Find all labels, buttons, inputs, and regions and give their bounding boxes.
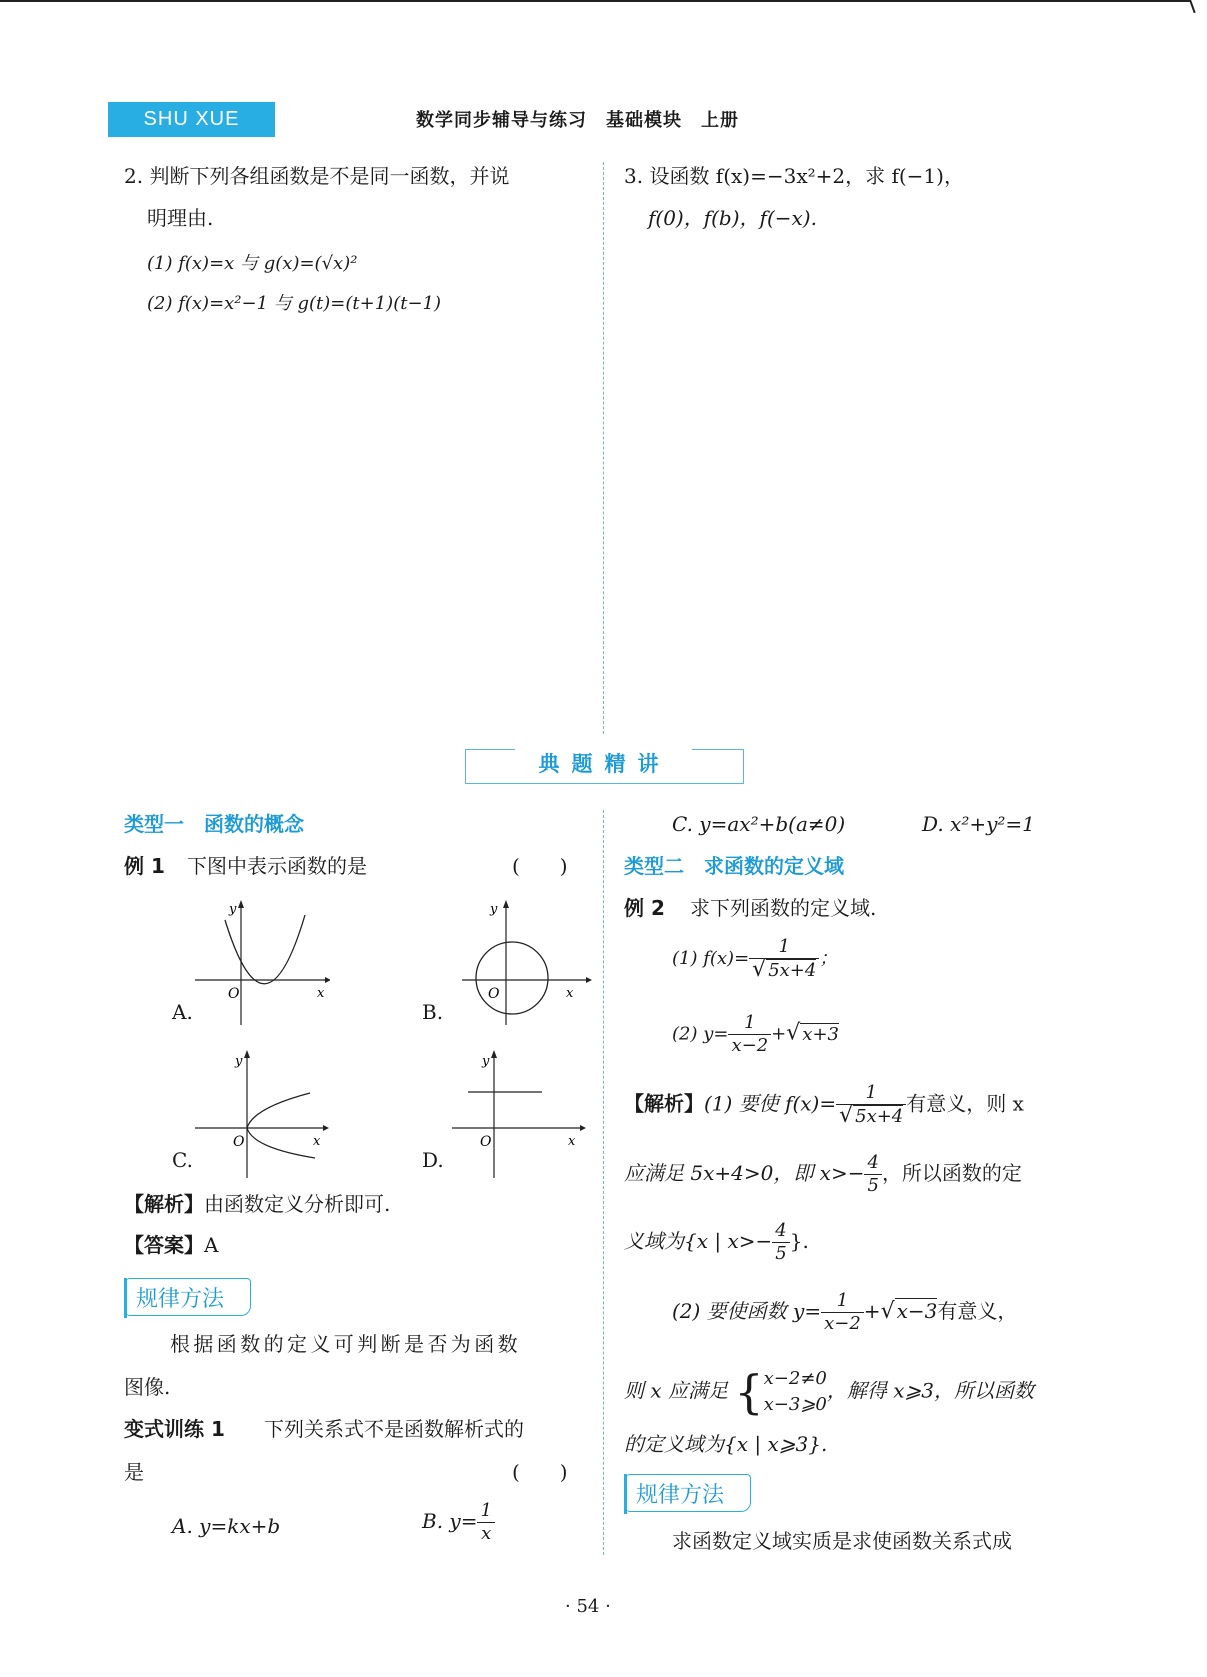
variant1-option-d: D. x²+y²=1 — [922, 812, 1035, 836]
q2-part1: (1) f(x)=x 与 g(x)=(√x)² — [147, 253, 358, 274]
variant1-text: 下列关系式不是函数解析式的 — [264, 1417, 524, 1441]
example2-f2: (2) y= $\frac{1}{x-2}$ +√ x+3 — [672, 1012, 839, 1056]
system-eq2: x−3⩾0 — [763, 1394, 827, 1415]
graph-a-x: x — [317, 986, 325, 1001]
graph-b-label: B. — [422, 1000, 444, 1024]
method-label-right: 规律方法 — [636, 1483, 725, 1508]
example1-text: 下图中表示函数的是 — [187, 854, 367, 878]
f1-prefix: (1) f(x)= — [672, 948, 750, 969]
graph-b-x: x — [566, 986, 574, 1001]
example2-f1: (1) f(x)= $\frac{1}{√ 5x+4}$ ； — [672, 936, 838, 982]
book-title: 数学同步辅导与练习 基础模块 上册 — [416, 110, 739, 131]
subject-badge: SHU XUE — [108, 102, 275, 137]
graph-c — [195, 1048, 330, 1178]
f2-num: 1 — [744, 1012, 756, 1033]
f1-num: 1 — [778, 936, 790, 957]
ana3-b: }. — [789, 1229, 809, 1253]
q2-line1: 2. 判断下列各组函数是不是同一函数，并说 — [124, 164, 510, 188]
ana3-a: 义域为{x | x>− — [624, 1229, 773, 1253]
q2-line2: 明理由. — [147, 206, 214, 230]
f2-prefix: (2) y= — [672, 1023, 729, 1045]
method2-line1: 求函数定义域实质是求使函数关系式成 — [672, 1529, 1012, 1553]
analysis2-line6: 的定义域为{x | x⩾3}. — [624, 1432, 828, 1456]
page-number: · 54 · — [565, 1596, 611, 1617]
graph-d-o: O — [480, 1134, 492, 1150]
graph-b-o: O — [488, 986, 500, 1002]
ana2-num: 4 — [867, 1152, 879, 1173]
example2-text: 求下列函数的定义域. — [690, 896, 877, 920]
analysis2-line4: (2) 要使函数 y= $\frac{1}{x-2}$ +√ x−3有意义， — [672, 1290, 1018, 1334]
answer1-tag: 【答案】 — [124, 1233, 204, 1257]
f2-plus: + — [771, 1023, 787, 1045]
f1-suffix: ； — [819, 948, 838, 969]
type2-heading: 类型二 求函数的定义域 — [624, 854, 844, 878]
graph-d — [452, 1048, 587, 1178]
analysis2-line1: 【解析】(1) 要使 f(x)= $\frac{1}{√ 5x+4}$ 有意义，则 x — [624, 1082, 1024, 1128]
analysis1 — [124, 1190, 390, 1218]
q3-line2: f(0)，f(b)，f(−x). — [648, 206, 817, 230]
analysis1-tag: 【解析】 — [124, 1192, 204, 1216]
system-eq1: x−2≠0 — [763, 1368, 827, 1389]
option-b-den: x — [477, 1522, 494, 1545]
column-divider-top — [603, 162, 604, 734]
ana2-den: 5 — [864, 1174, 881, 1197]
ana4-a: (2) 要使函数 y= — [672, 1299, 822, 1323]
column-divider-bottom — [603, 810, 604, 1555]
variant1-option-b — [422, 1500, 495, 1545]
f2-sqrt: x+3 — [802, 1023, 839, 1045]
variant1-label: 变式训练 1 — [124, 1417, 225, 1441]
example1-paren: ( ) — [512, 854, 568, 878]
graph-c-label: C. — [172, 1148, 193, 1172]
graph-a-y: y — [229, 902, 237, 917]
graph-d-x: x — [568, 1134, 576, 1149]
ana4-b: 有意义， — [937, 1299, 1018, 1323]
q2-part2: (2) f(x)=x²−1 与 g(t)=(t+1)(t−1) — [147, 293, 442, 314]
option-b-num: 1 — [480, 1500, 492, 1521]
method-label-left: 规律方法 — [136, 1287, 225, 1312]
ana2-a: 应满足 5x+4>0，即 x>− — [624, 1161, 865, 1185]
f1-den: 5x+4 — [768, 960, 817, 981]
graph-c-o: O — [233, 1134, 245, 1150]
variant1-option-a: A. y=kx+b — [172, 1514, 281, 1538]
method1-line2: 图像. — [124, 1375, 171, 1399]
f2-den: x−2 — [728, 1034, 771, 1057]
graph-a — [195, 900, 330, 1025]
graph-c-y: y — [235, 1054, 243, 1069]
method1-line1: 根据函数的定义可判断是否为函数 — [170, 1332, 521, 1356]
example2-label: 例 2 — [624, 896, 665, 920]
graph-d-y: y — [482, 1054, 490, 1069]
answer1-text: A — [204, 1233, 219, 1257]
crop-line-right — [1189, 0, 1196, 13]
graph-d-label: D. — [422, 1148, 444, 1172]
analysis1-text: 由函数定义分析即可. — [204, 1192, 391, 1216]
type1-heading: 类型一 函数的概念 — [124, 812, 304, 836]
ana5-a: 则 x 应满足 — [624, 1378, 728, 1403]
ana1-a: (1) 要使 f(x)= — [704, 1091, 837, 1116]
analysis2-line3 — [624, 1220, 809, 1265]
ana3-den: 5 — [772, 1242, 789, 1265]
ana1-b: 有意义，则 x — [906, 1091, 1024, 1116]
ana1-num: 1 — [865, 1082, 877, 1103]
analysis2-line2 — [624, 1152, 1022, 1197]
graph-a-label: A. — [172, 1000, 193, 1024]
variant1-line2: 是 — [124, 1460, 144, 1484]
graph-b-y: y — [490, 902, 498, 917]
ana5-b: ，解得 x⩾3，所以函数 — [826, 1378, 1034, 1403]
ana2-b: ，所以函数的定 — [881, 1161, 1022, 1185]
option-b-prefix: B. y= — [422, 1509, 478, 1533]
q3-line1: 3. 设函数 f(x)=−3x²+2，求 f(−1)， — [624, 164, 964, 188]
ana1-den: 5x+4 — [855, 1106, 904, 1127]
ana4-sqrt: x−3 — [896, 1299, 938, 1323]
graph-c-x: x — [313, 1134, 321, 1149]
answer1 — [124, 1231, 218, 1259]
variant1-option-c: C. y=ax²+b(a≠0) — [672, 812, 846, 836]
graph-b — [462, 900, 592, 1025]
ana4-plus: + — [863, 1299, 881, 1323]
analysis2-tag: 【解析】 — [624, 1091, 704, 1116]
ana4-num: 1 — [836, 1290, 849, 1311]
example1-label: 例 1 — [124, 854, 165, 878]
ana3-num: 4 — [775, 1220, 787, 1241]
variant1-paren: ( ) — [512, 1460, 568, 1484]
ana4-den: x−2 — [821, 1312, 864, 1335]
graph-a-o: O — [228, 986, 240, 1002]
crop-line-top — [0, 0, 1190, 2]
section-banner-title: 典题精讲 — [538, 752, 671, 776]
analysis2-line5: 则 x 应满足 { x−2≠0 x−3⩾0 ，解得 x⩾3，所以函数 — [624, 1365, 1034, 1419]
